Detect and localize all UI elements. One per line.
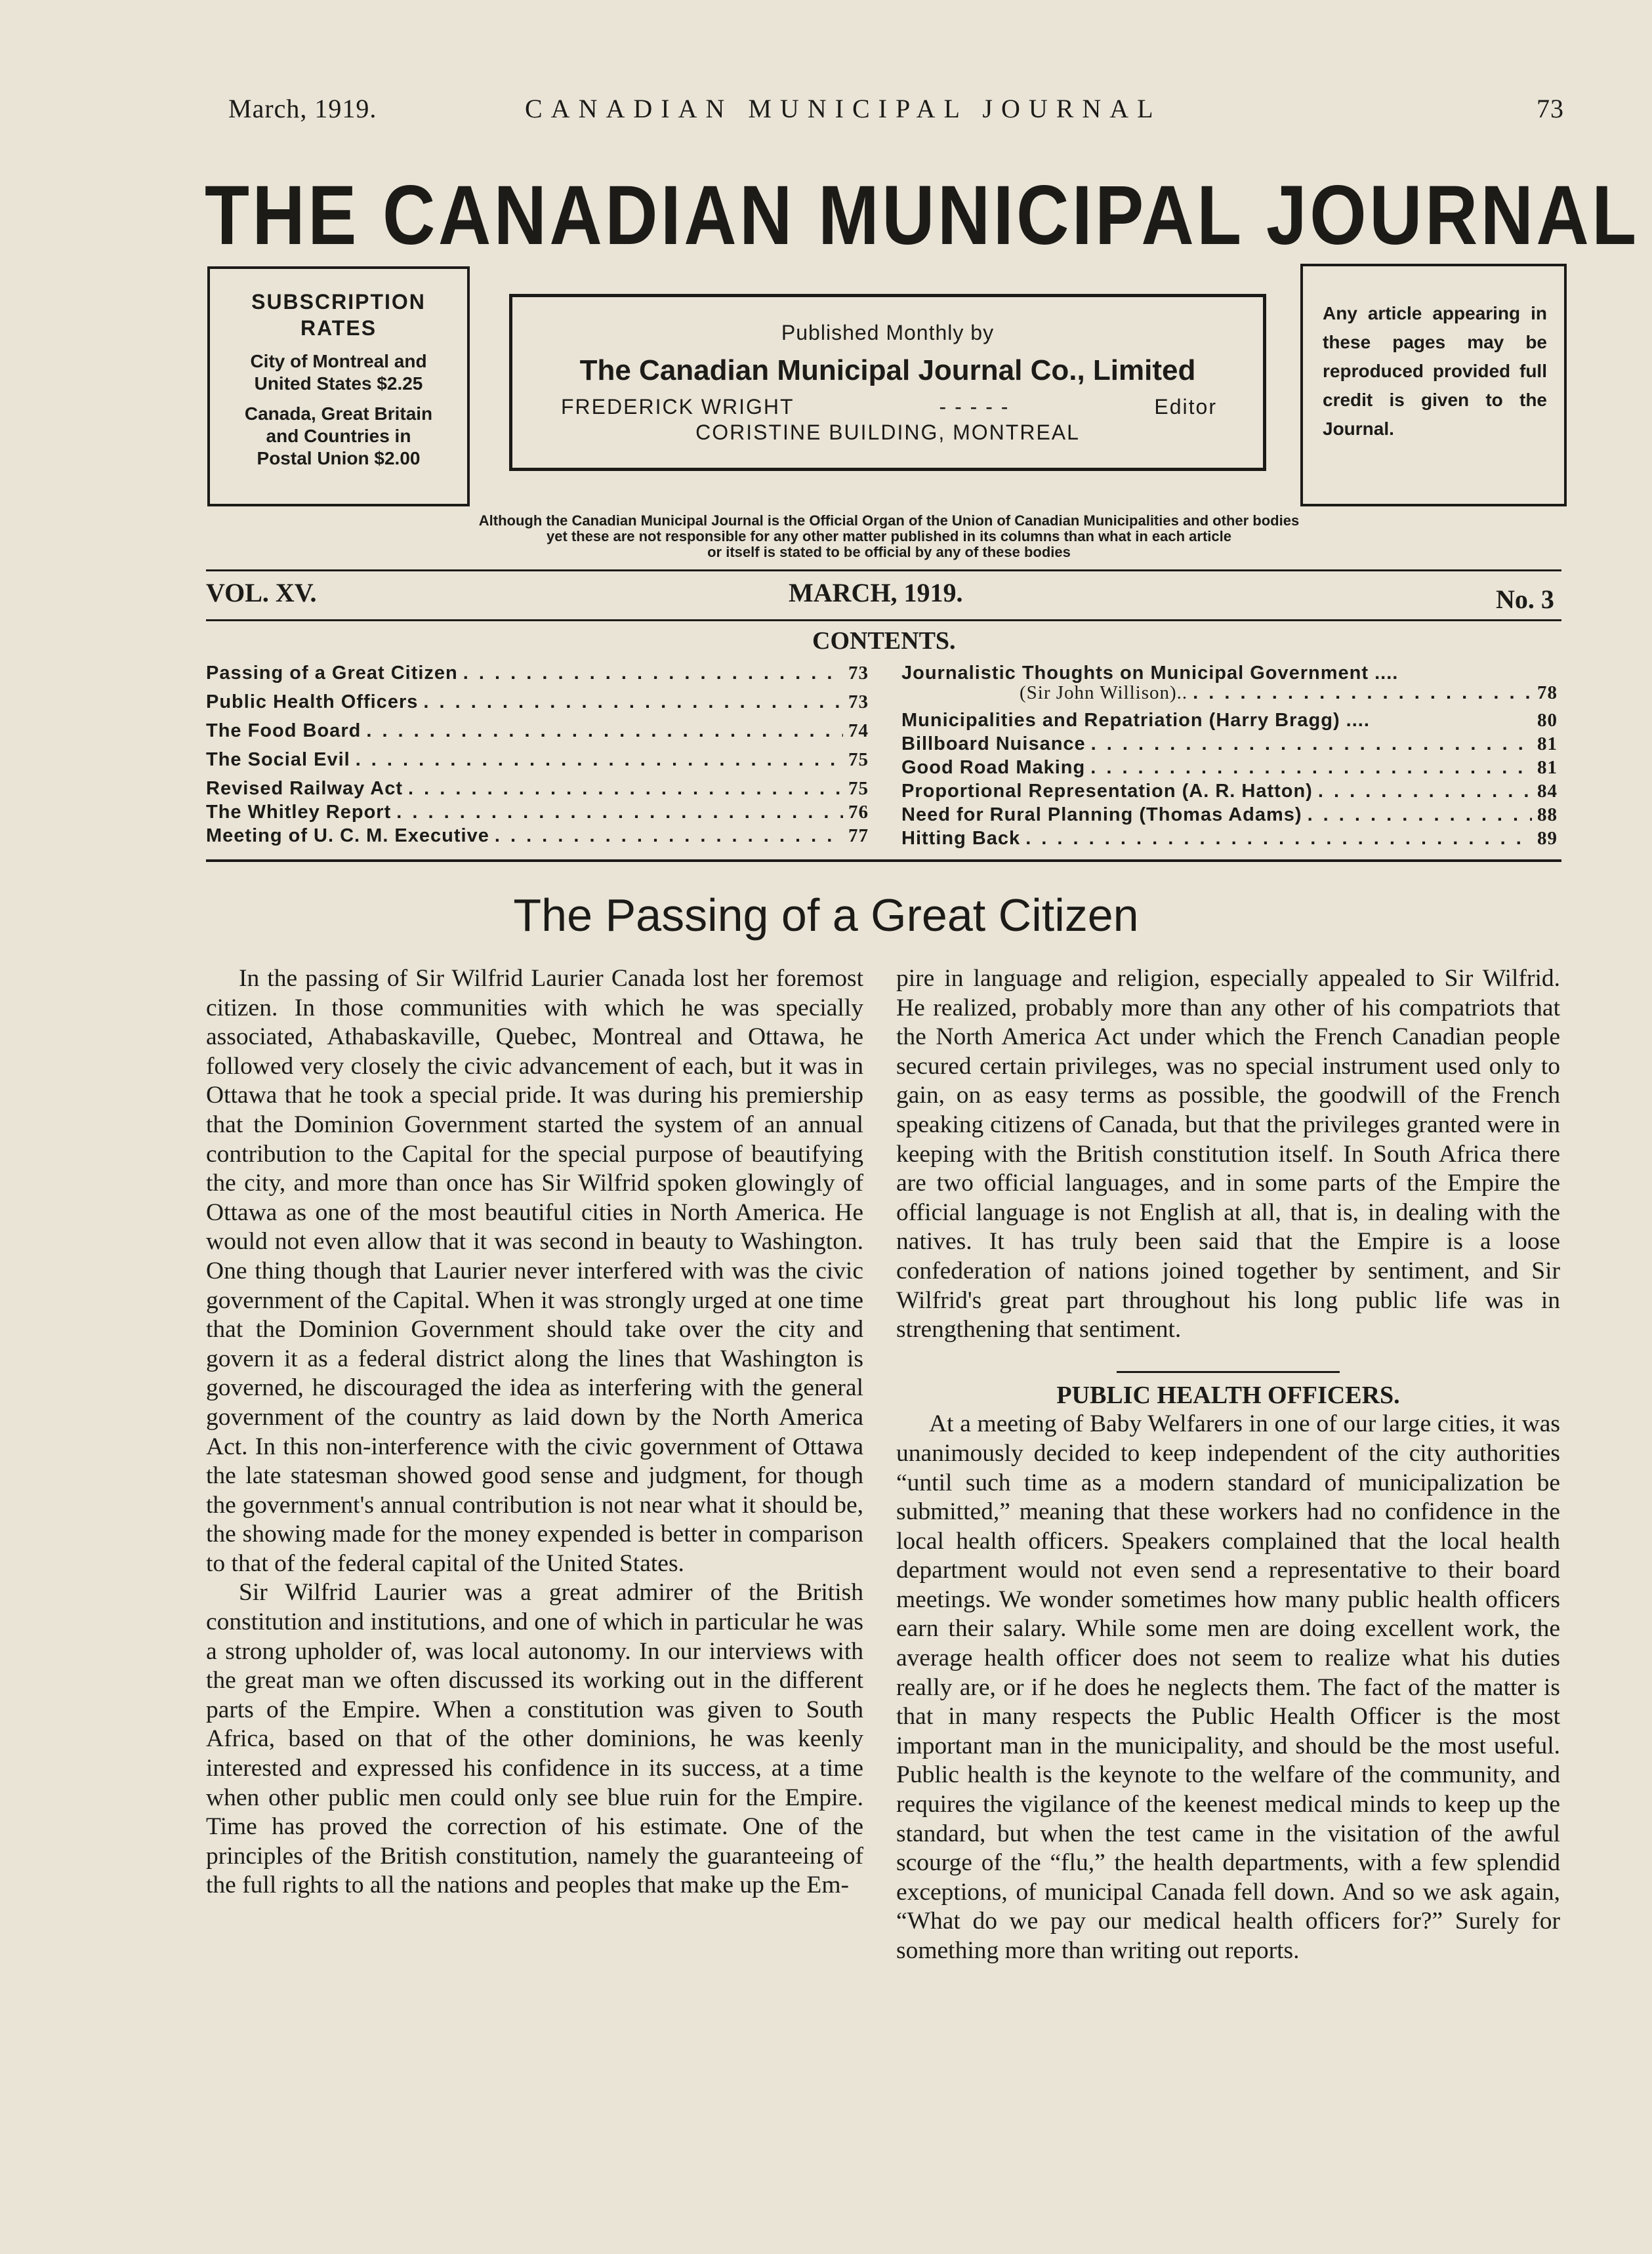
- running-head-title: CANADIAN MUNICIPAL JOURNAL: [525, 94, 1162, 123]
- contents-entry: [901, 663, 1558, 684]
- leader-dots: [408, 778, 843, 800]
- contents-entry-page: 88: [1537, 804, 1558, 825]
- divider: [206, 619, 1561, 621]
- leader-dots: [1025, 828, 1532, 850]
- issue-number: No. 3: [1496, 584, 1554, 614]
- leader-dots: [356, 749, 843, 771]
- contents-entry: [206, 749, 869, 771]
- subscription-line: and Countries in: [266, 426, 411, 446]
- subscription-line: United States $2.25: [254, 373, 423, 394]
- contents-entry-title: Proportional Representation (A. R. Hatton): [901, 781, 1313, 802]
- contents-entry-page: 77: [848, 825, 869, 846]
- contents-entry-title: Passing of a Great Citizen: [206, 663, 458, 684]
- article-column-right: [896, 964, 1560, 1966]
- contents-entry-page: 81: [1537, 757, 1558, 778]
- issue-date: MARCH, 1919.: [789, 578, 963, 607]
- published-line: Published Monthly by: [781, 321, 995, 344]
- contents-entry: [206, 825, 869, 847]
- running-head-date: March, 1919.: [228, 94, 377, 123]
- leader-dots: [1318, 781, 1532, 802]
- contents-entry-title: Municipalities and Repatriation (Harry Bragg) ....: [901, 710, 1370, 731]
- contents-entry: [206, 802, 869, 823]
- contents-entry: [901, 710, 1558, 731]
- contents-entry-page: 75: [848, 778, 869, 799]
- contents-entry-title: The Food Board: [206, 720, 361, 741]
- contents-entry: [901, 828, 1558, 850]
- contents-entry: [206, 720, 869, 742]
- article-column-left: [206, 964, 863, 1900]
- subscription-line: Postal Union $2.00: [257, 448, 421, 468]
- contents-entry: [206, 691, 869, 713]
- contents-left-column: [206, 663, 869, 859]
- contents-entry-page: 75: [848, 749, 869, 770]
- page-number: 73: [1537, 94, 1564, 123]
- publisher-box: [509, 294, 1266, 471]
- contents-entry-page: 80: [1537, 710, 1558, 731]
- contents-entry-page: 81: [1537, 733, 1558, 754]
- contents-entry-title: (Sir John Willison)..: [1020, 682, 1188, 703]
- contents-entry-title: Revised Railway Act: [206, 778, 403, 799]
- subscription-box: [207, 266, 470, 506]
- publisher-company: The Canadian Municipal Journal Co., Limited: [579, 354, 1196, 386]
- editor-line: [512, 395, 1263, 419]
- article-paragraph: At a meeting of Baby Welfarers in one of our large cities, it was unanimously decided to keep independent of the city authorities “until such time as a modern standard of municipalization be submitted,” meaning that these workers had no confidence in the local health officers. Speakers complained that the local health department would not even send a representative to their board meetings. We wonder sometimes how many public health officers earn their salary. While some men are doing excellent work, the average health officer does not seem to realize what his duties really are, or if he does he neglects them. The fact of the matter is that in many respects the Public Health Officer is the most important man in the municipality, and should be the most useful. Public health is the keynote to the welfare of the community, and requires the vigilance of the keenest medical minds to keep up the standard, but when the test came in the visitation of the awful scourge of the “flu,” the health departments, with a few splendid exceptions, of municipal Canada fell down. And so we ask again, “What do we pay our medical health officers for?” Surely for something more than writing out reports.: [896, 1410, 1560, 1964]
- divider: [206, 569, 1561, 571]
- subscription-heading-rates: RATES: [300, 316, 377, 340]
- contents-entry-page: 73: [848, 691, 869, 712]
- editor-role: Editor: [1154, 395, 1217, 419]
- article-paragraph: In the passing of Sir Wilfrid Laurier Canada lost her foremost citizen. In those communities with which he was specially associated, Athabaskaville, Quebec, Montreal and Ottawa, he followed very closely the civic advancement of each, but it was in Ottawa that he took a special pride. It was during his premiership that the Dominion Government started the system of an annual contribution to the Capital for the special purpose of beautifying the city, and more than once has Sir Wilfrid spoken glowingly of Ottawa as one of the most beautiful cities in North America. He would not even allow that it was second in beauty to Washington. One thing though that Laurier never interfered with was the civic government of the Capital. When it was strongly urged at one time that the Dominion Government should take over the city and govern it as a federal district along the lines that Washington is governed, he discouraged the idea as interfering with the general government of the country as laid down by the North America Act. In this non-interference with the civic government of Ottawa the late statesman showed good sense and judgment, for though the government's annual contribution is not near what it should be, the showing made for the money expended is better in comparison to that of the federal capital of the United States.: [206, 965, 863, 1577]
- contents-entry-title: Good Road Making: [901, 757, 1086, 778]
- notice-line: Although the Canadian Municipal Journal is the Official Organ of the Union of Canadian Municipalities and other bodies: [478, 512, 1300, 529]
- leader-dots: [396, 802, 843, 823]
- contents-entry: [901, 733, 1558, 755]
- leader-dots: [495, 825, 843, 847]
- contents-entry-page: 78: [1537, 682, 1558, 703]
- contents-entry-title: Billboard Nuisance: [901, 733, 1086, 754]
- notice-line: or itself is stated to be official by any of these bodies: [707, 544, 1071, 560]
- leader-dots: [1308, 804, 1532, 826]
- leader-dots: [463, 663, 843, 684]
- contents-entry-title: The Whitley Report: [206, 802, 392, 823]
- article-paragraph: Sir Wilfrid Laurier was a great admirer of the British constitution and institutions, and one of which in particular he was a strong upholder of, was local autonomy. In our interviews with the great man we often discussed its working out in the different parts of the Empire. When a constitution was given to South Africa, based on that of the other dominions, he was keenly interested and expressed his confidence in its success, at a time when other public men could only see blue ruin for the Empire. Time has proved the correction of his estimate. One of the principles of the British constitution, namely the guaranteeing of the full rights to all the nations and peoples that make up the Em-: [206, 1579, 863, 1899]
- leader-dots: [366, 720, 843, 742]
- article-paragraph: pire in language and religion, especially appealed to Sir Wilfrid. He realized, probably more than any other of his compatriots that the North America Act under which the French Canadian people secured certain privileges, was no special instrument used only to gain, on as easy terms as possible, the goodwill of the French speaking citizens of Canada, but that the privileges granted were in keeping with the British constitution itself. In South Africa there are two official languages, and in some parts of the Empire the official language is not English at all, that is, in dealing with the natives. It has truly been said that the Empire is a loose confederation of nations joined together by sentiment, and Sir Wilfrid's great part throughout his long public life was in strengthening that sentiment.: [896, 965, 1560, 1343]
- contents-entry-title: Need for Rural Planning (Thomas Adams): [901, 804, 1302, 825]
- contents-entry: [901, 804, 1558, 826]
- contents-entry: [206, 663, 869, 684]
- contents-entry: [901, 682, 1558, 704]
- section-divider: [1117, 1371, 1340, 1373]
- contents-entry-page: 73: [848, 663, 869, 684]
- contents-entry-page: 74: [848, 720, 869, 741]
- contents-entry-title: The Social Evil: [206, 749, 350, 770]
- subscription-heading: SUBSCRIPTION: [251, 290, 426, 314]
- contents-entry-page: 76: [848, 802, 869, 823]
- section-heading: PUBLIC HEALTH OFFICERS.: [1056, 1381, 1400, 1409]
- editor-dashes: - - - - -: [939, 395, 1010, 419]
- article-title: The Passing of a Great Citizen: [513, 890, 1139, 941]
- leader-dots: [1091, 733, 1532, 755]
- divider: [206, 859, 1561, 862]
- masthead: THE CANADIAN MUNICIPAL JOURNAL: [205, 169, 1640, 262]
- leader-dots: [423, 691, 843, 713]
- leader-dots: [1090, 757, 1532, 779]
- reproduction-notice: Any article appearing in these pages may be reproduced provided full credit is given to the Journal.: [1300, 264, 1567, 506]
- contents-entry-page: 84: [1537, 781, 1558, 802]
- editor-name: FREDERICK WRIGHT: [561, 395, 795, 419]
- subscription-line: City of Montreal and: [250, 351, 427, 371]
- contents-right-column: [901, 663, 1558, 859]
- contents-heading: CONTENTS.: [812, 627, 956, 655]
- contents-entry: [901, 757, 1558, 779]
- notice-line: yet these are not responsible for any other matter published in its columns than what in each article: [546, 528, 1231, 544]
- contents-entry-title: Meeting of U. C. M. Executive: [206, 825, 489, 846]
- contents-entry: [206, 778, 869, 800]
- contents-entry-title: Public Health Officers: [206, 691, 419, 712]
- volume-number: VOL. XV.: [206, 578, 317, 607]
- official-organ-notice: [217, 513, 1561, 560]
- contents-entry: [901, 781, 1558, 802]
- contents-entry-title: Hitting Back: [901, 828, 1021, 849]
- leader-dots: [1193, 682, 1532, 704]
- publisher-address: CORISTINE BUILDING, MONTREAL: [695, 420, 1080, 444]
- subscription-line: Canada, Great Britain: [244, 403, 433, 424]
- contents-entry-title: Journalistic Thoughts on Municipal Government ....: [901, 663, 1399, 684]
- contents-entry-page: 89: [1537, 828, 1558, 849]
